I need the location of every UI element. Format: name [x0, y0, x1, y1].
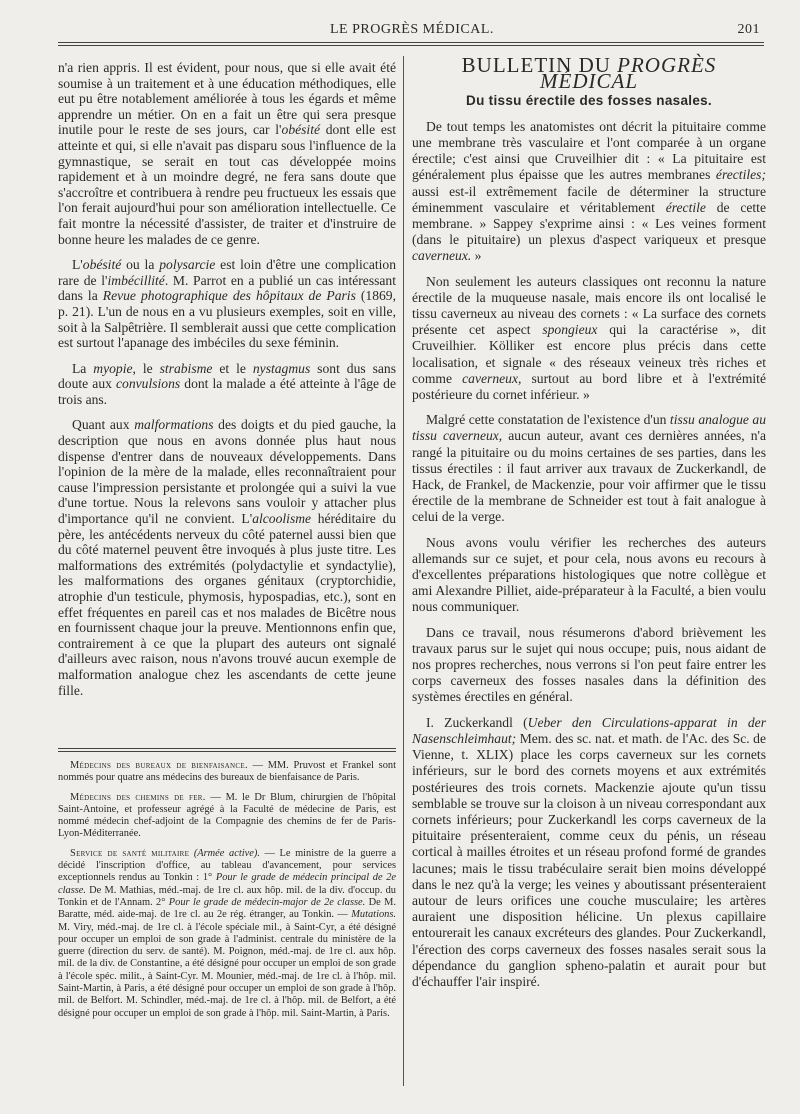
- news-item: Service de santé militaire (Armée active). — Le ministre de la guerre a décidé l'inscription d'office, au tableau d'avancement, pour services exceptionnels rendus au Tonkin : 1° Pour le grade de médecin principal de 2e classe. De M. Mathias, méd.-maj. de 1re cl. aux hôp. mil. de la div. d'occup. du Tonkin et de l'Annam. 2° Pour le grade de médecin-major de 2e classe. De M. Baratte, méd. aide-maj. de 1re cl. au 2e rég. étranger, au Tonkin. — Mutations. M. Viry, méd.-maj. de 1re cl. à l'école spéciale mil., à Saint-Cyr, a été désigné pour occuper un emploi de son grade à l'administ. centrale du ministère de la guerre (direction du serv. de santé). M. Poignon, méd.-maj. de 1re cl. aux hôp. mil. de la div. de Constantine, a été désigné pour occuper un emploi de son grade à l'école spéc. milit., à Saint-Cyr. M. Mounier, méd.-maj. de 1re cl. à l'hôp. mil. Saint-Martin, à Paris, a été désigné pour occuper un emploi de son grade à l'hôp. mil. de Belfort. M. Schindler, méd.-maj. de 1re cl. à l'hôp. mil. de Belfort, a été désigné pour occuper un emploi de son grade à l'hôp. mil. Saint-Martin, à Paris.: [58, 847, 397, 1019]
- notes-rule-double: [58, 751, 396, 752]
- paragraph: n'a rien appris. Il est évident, pour nous, que si elle avait été soumise à un traitement et à une éducation méthodiques, elle eut pu être notablement améliorée à tous les égards et même apprendre un métier. On en a fait un être qui sera presque inutile pour le reste de ses jours, car l'obésité dont elle est atteinte et qui, si elle n'avait pas disparu sous l'influence de la gymnastique, se serait en tout cas développée moins rapidement et à un moindre degré, ne fera sans doute que s'accroître et contribuera à rendre peu fructueux les essais que l'on ferait aujourd'hui pour son amélioration intellectuelle. Ce fait montre la nécessité d'assister, de traiter et d'instruire de bonne heure les malades de ce genre.: [58, 60, 396, 247]
- paragraph: I. Zuckerkandl (Ueber den Circulations-apparat in der Nasenschleimhaut; Mem. des sc. nat. et math. de l'Ac. des Sc. de Vienne, t. XLIX) place les corps caverneux sur les cornets inférieurs, sur le bord des cornets moyens et aux extrémités postérieures des trois cornets. Mackenzie ajoute qu'un tissu semblable se trouve sur la cloison à un niveau correspondant aux cornets inférieurs; pour Zuckerkandl les corps caverneux de la pituitaire présenteraient, comme ceux du pénis, un réseau cortical à mailles étroites et un réseau profond formé de grandes lacunes; mais le tissu trabéculaire serait bien moins développé dans le nez qu'à la verge; les veines y aboutissant présenteraient autour de leurs orifices une couche musculaire; les artères auraient une disposition hélicine. Un plexus capillaire entourerait les canaux excréteurs des glandes. Pour Zuckerkandl, l'érection des corps caverneux des fosses nasales serait sous la dépendance du ganglion spheno-palatin et aurait pour but d'échauffer l'air inspiré.: [412, 714, 766, 989]
- paragraph: L'obésité ou la polysarcie est loin d'être une complication rare de l'imbécillité. M. Parrot en a publié un cas intéressant dans la Revue photographique des hôpitaux de Paris (1869, p. 21). L'un de nous en a vu plusieurs exemples, soit en ville, soit à la Salpêtrière. Il semblerait aussi que cette complication est surtout l'apanage des imbéciles du sexe féminin.: [58, 257, 397, 351]
- header-rule: [58, 42, 764, 43]
- column-divider: [403, 56, 404, 1086]
- paragraph: Non seulement les auteurs classiques ont reconnu la nature érectile de la muqueuse nasale, mais encore ils ont localisé le tissu caverneux au niveau des cornets : « La surface des cornets présente cet aspect spongieux qui la caractérise », dit Cruveilhier. Kölliker est encore plus précis dans cette localisation, et signale « des réseaux veineux très riches et comme caverneux, surtout au bord libre et à l'extrémité postérieure du cornet inférieur. »: [412, 273, 766, 403]
- paragraph: Nous avons voulu vérifier les recherches des auteurs allemands sur ce sujet, et pour cela, nous avons eu recours à d'excellentes préparations histologiques que notre collègue et ami Alexandre Pilliet, aide-préparateur à la Faculté, a bien voulu nous communiquer.: [412, 534, 766, 615]
- news-notes: [58, 760, 396, 1027]
- journal-title: LE PROGRÈS MÉDICAL.: [330, 22, 494, 37]
- bulletin-heading: BULLETIN DU PROGRÈS MÉDICAL: [461, 53, 717, 93]
- paragraph: Malgré cette constatation de l'existence d'un tissu analogue au tissu caverneux, aucun auteur, avant ces dernières années, n'a rangé la pituitaire ou du moins certaines de ses parties, dans les tissus érectiles : il faut arriver aux travaux de Zuckerkandl, de Hack, de Frankel, de Mackenzie, pour voir affirmer que le tissu érectile de la membrane de Schneider est tout à fait analogue à celui de la verge.: [412, 412, 766, 525]
- page-number: 201: [737, 22, 760, 37]
- paragraph: Dans ce travail, nous résumerons d'abord brièvement les travaux parus sur le sujet qui nous occupe; puis, nous aidant de nos propres recherches, nous verrons si l'on peut faire entrer les corps caverneux des fosses nasales dans la définition des systèmes érectiles en général.: [412, 624, 766, 705]
- left-column: [58, 60, 396, 708]
- notes-rule: [58, 748, 396, 749]
- paragraph: Quant aux malformations des doigts et du pied gauche, la description que nous en avons donnée plus haut nous dispense d'entrer dans de nouveaux développements. Dans l'opinion de la mère de la malade, elles reconnaîtraient pour cause l'impression persistante et prolongée qui a suivi la vue d'une tortue. Nous la relevons sans vouloir y attacher plus d'importance qu'il ne convient. L'alcoolisme héréditaire du père, les antécédents nerveux du côté paternel aussi bien que du côté maternel peuvent être invoqués à plus juste titre. Les malformations des extrémités (polydactylie et syndactylie), les malformations des organes génitaux (cryptorchidie, atrophie d'un testicule, phymosis, hypospadias, etc.), sont en effet fréquentes en pareil cas et nos malades de Bicêtre nous en fournissent chaque jour la preuve. Mentionnons enfin que, contrairement à ce que la plupart des auteurs ont signalé d'ailleurs avec raison, nous n'avons trouvé aucun exemple de malformation analogue chez les ascendants de cette jeune fille.: [58, 417, 396, 698]
- paragraph: La myopie, le strabisme et le nystagmus sont dus sans doute aux convulsions dont la malade a été atteinte à l'âge de trois ans.: [58, 360, 396, 407]
- paragraph: De tout temps les anatomistes ont décrit la pituitaire comme une membrane très vasculaire et l'ont comparée à un organe érectile; c'est ainsi que Cruveilhier dit : « La pituitaire est généralement plus épaisse que les autres membranes érectiles; aussi est-il extrêmement facile de déterminer la structure éminemment vasculaire et véritablement érectile de cette membrane. » Sappey s'exprime ainsi : « Les veines forment (dans le pituitaire) un plexus d'aspect variqueux et presque caverneux. »: [412, 118, 766, 264]
- right-column: [412, 53, 766, 999]
- running-head: [60, 22, 760, 40]
- header-rule-double: [58, 45, 764, 46]
- article-subtitle: Du tissu érectile des fosses nasales.: [466, 93, 712, 109]
- news-item: Médecins des chemins de fer. — M. le Dr Blum, chirurgien de l'hôpital Saint-Antoine, et professeur agrégé à la Faculté de médecine de Paris, est nommé médecin chef-adjoint de la Compagnie des chemins de fer de Paris-Lyon-Méditerranée.: [58, 791, 396, 840]
- news-item: Médecins des bureaux de bienfaisance. — MM. Pruvost et Frankel sont nommés pour quatre ans médecins des bureaux de bienfaisance de Paris.: [58, 760, 396, 784]
